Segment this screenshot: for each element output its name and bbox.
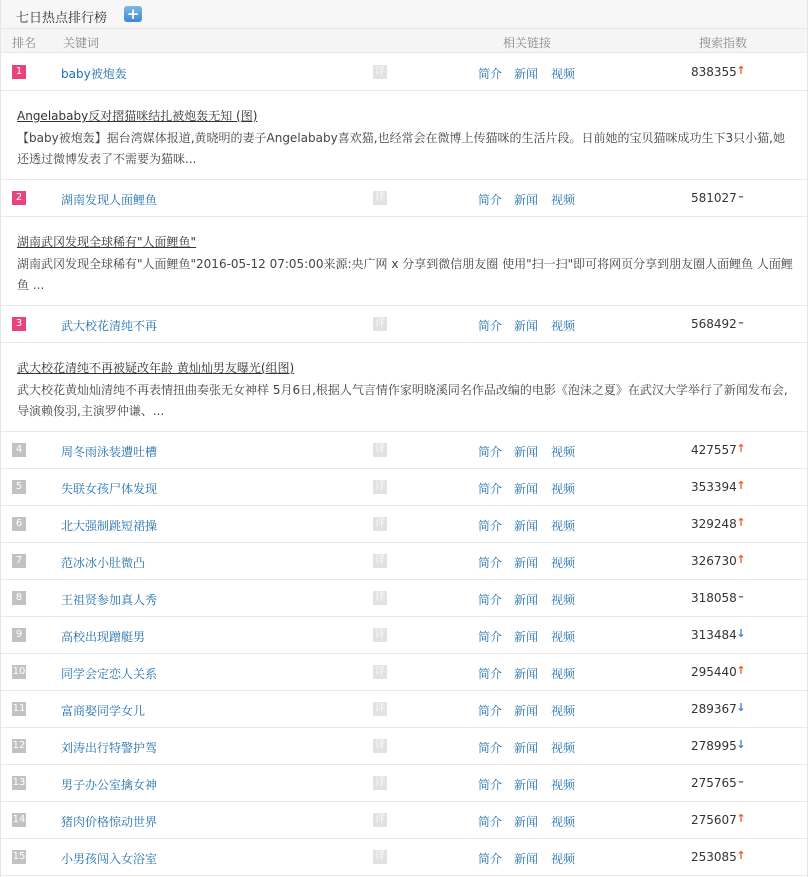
video-link[interactable]: 视频 [551,815,576,829]
search-index-value: 275765 [691,776,737,790]
intro-link[interactable]: 简介 [478,815,503,829]
search-index-value: 838355 [691,65,737,79]
table-row [1,839,807,876]
detail-icon[interactable]: 详 [375,518,385,529]
search-index-value: 326730 [691,554,737,568]
table-row [1,54,807,91]
trend-down-icon: ↓ [736,738,746,751]
rank-badge: 9 [12,628,26,642]
intro-link[interactable]: 简介 [478,852,503,866]
table-row [1,469,807,506]
rank-badge: 6 [12,517,26,531]
keyword-link[interactable]: 王祖贤参加真人秀 [61,593,158,607]
trend-flat-icon: – [738,590,744,603]
keyword-link[interactable]: 同学会定恋人关系 [61,667,158,681]
keyword-link[interactable]: 刘涛出行特警护驾 [61,741,158,755]
intro-link[interactable]: 简介 [478,556,503,570]
table-row [1,691,807,728]
column-links: 相关链接 [503,36,552,50]
news-link[interactable]: 新闻 [514,445,539,459]
video-link[interactable]: 视频 [551,704,576,718]
table-row [1,580,807,617]
detail-icon[interactable]: 详 [375,629,385,640]
rank-badge: 1 [12,65,26,79]
news-title-link[interactable]: 湖南武冈发现全球稀有"人面鲤鱼" [17,235,197,249]
news-summary: 【baby被炮轰】据台湾媒体报道,黄晓明的妻子Angelababy喜欢猫,也经常会在微博上传猫咪的生活片段。日前她的宝贝猫咪成功生下3只小猫,她还透过微博发表了不需要为猫咪... [17,131,785,166]
search-index-value: 318058 [691,591,737,605]
intro-link[interactable]: 简介 [478,519,503,533]
video-link[interactable]: 视频 [551,445,576,459]
keyword-link[interactable]: 高校出现蹭艇男 [61,630,146,644]
trend-up-icon: ↑ [736,442,746,455]
intro-link[interactable]: 简介 [478,67,503,81]
table-header [1,28,807,53]
news-link[interactable]: 新闻 [514,667,539,681]
detail-icon[interactable]: 详 [375,814,385,825]
table-row [1,765,807,802]
trend-flat-icon: – [738,316,744,329]
rank-badge: 10 [12,666,26,677]
keyword-link[interactable]: 男子办公室擒女神 [61,778,158,792]
video-link[interactable]: 视频 [551,667,576,681]
trend-up-icon: ↑ [736,849,746,862]
rank-badge: 14 [12,814,26,825]
detail-icon[interactable]: 详 [375,777,385,788]
intro-link[interactable]: 简介 [478,667,503,681]
video-link[interactable]: 视频 [551,778,576,792]
news-link[interactable]: 新闻 [514,741,539,755]
news-title-link[interactable]: 武大校花清纯不再被疑改年龄 黄灿灿男友曝光(组图) [17,361,295,375]
trend-up-icon: ↑ [736,479,746,492]
keyword-link[interactable]: 周冬雨泳装遭吐槽 [61,445,158,459]
detail-icon[interactable]: 详 [375,851,385,862]
trend-down-icon: ↓ [736,627,746,640]
search-index-value: 275607 [691,813,737,827]
video-link[interactable]: 视频 [551,556,576,570]
video-link[interactable]: 视频 [551,519,576,533]
search-index-value: 329248 [691,517,737,531]
intro-link[interactable]: 简介 [478,704,503,718]
rank-badge: 3 [12,317,26,331]
detail-icon[interactable]: 详 [375,666,385,677]
keyword-link[interactable]: 富商娶同学女儿 [61,704,146,718]
search-index-value: 568492 [691,317,737,331]
table-row [1,654,807,691]
intro-link[interactable]: 简介 [478,482,503,496]
keyword-link[interactable]: 湖南发现人面鲤鱼 [61,193,158,207]
keyword-link[interactable]: baby被炮轰 [61,67,127,81]
column-search-index: 搜索指数 [699,36,748,50]
news-link[interactable]: 新闻 [514,519,539,533]
keyword-link[interactable]: 小男孩闯入女浴室 [61,852,158,866]
detail-icon[interactable]: 详 [375,481,385,492]
intro-link[interactable]: 简介 [478,445,503,459]
news-link[interactable]: 新闻 [514,630,539,644]
table-row [1,306,807,343]
video-link[interactable]: 视频 [551,852,576,866]
trend-up-icon: ↑ [736,516,746,529]
panel-header [1,0,807,28]
detail-icon[interactable]: 详 [375,703,385,714]
keyword-link[interactable]: 范冰冰小肚微凸 [61,556,146,570]
rank-badge: 4 [12,443,26,457]
news-link[interactable]: 新闻 [514,704,539,718]
table-row [1,180,807,217]
news-snippet [1,217,807,306]
intro-link[interactable]: 简介 [478,193,503,207]
news-title-link[interactable]: Angelababy反对摺猫咪结扎被炮轰无知 (图) [17,109,258,123]
rank-badge: 5 [12,480,26,494]
panel-title: 七日热点排行榜 [16,11,108,26]
search-index-value: 313484 [691,628,737,642]
rank-badge: 2 [12,191,26,205]
trend-flat-icon: – [738,190,744,203]
video-link[interactable]: 视频 [551,593,576,607]
table-row [1,543,807,580]
search-index-value: 289367 [691,702,737,716]
news-snippet [1,343,807,432]
keyword-link[interactable]: 猪肉价格惊动世界 [61,815,158,829]
rank-badge: 15 [12,851,26,862]
video-link[interactable]: 视频 [551,193,576,207]
video-link[interactable]: 视频 [551,741,576,755]
intro-link[interactable]: 简介 [478,741,503,755]
keyword-link[interactable]: 武大校花清纯不再 [61,319,158,333]
video-link[interactable]: 视频 [551,319,576,333]
intro-link[interactable]: 简介 [478,630,503,644]
detail-icon[interactable]: 详 [375,192,385,203]
news-summary: 湖南武冈发现全球稀有"人面鲤鱼"2016-05-12 07:05:00来源:央广网 x 分享到微信朋友圈 使用"扫一扫"即可将网页分享到朋友圈人面鲤鱼 人面鲤鱼 ... [17,257,793,292]
column-keyword: 关键词 [63,36,100,50]
trend-up-icon: ↑ [736,812,746,825]
video-link[interactable]: 视频 [551,67,576,81]
news-link[interactable]: 新闻 [514,556,539,570]
news-snippet [1,91,807,180]
table-row [1,617,807,654]
trend-flat-icon: – [738,775,744,788]
rank-badge: 13 [12,777,26,788]
table-row [1,506,807,543]
news-link[interactable]: 新闻 [514,193,539,207]
table-row [1,728,807,765]
search-index-value: 295440 [691,665,737,679]
rank-badge: 12 [12,740,26,751]
search-index-value: 278995 [691,739,737,753]
rank-badge: 11 [12,703,26,714]
search-index-value: 353394 [691,480,737,494]
video-link[interactable]: 视频 [551,630,576,644]
detail-icon[interactable]: 详 [375,555,385,566]
trend-up-icon: ↑ [736,553,746,566]
news-link[interactable]: 新闻 [514,67,539,81]
keyword-link[interactable]: 北大强制跳短裙操 [61,519,158,533]
news-link[interactable]: 新闻 [514,482,539,496]
table-row [1,802,807,839]
news-link[interactable]: 新闻 [514,593,539,607]
rank-badge: 7 [12,554,26,568]
rank-badge: 8 [12,591,26,605]
news-link[interactable]: 新闻 [514,319,539,333]
search-index-value: 581027 [691,191,737,205]
detail-icon[interactable]: 详 [375,318,385,329]
search-index-value: 427557 [691,443,737,457]
trend-up-icon: ↑ [736,64,746,77]
trend-up-icon: ↑ [736,664,746,677]
news-summary: 武大校花黄灿灿清纯不再表情扭曲奏张无女神样 5月6日,根据人气言情作家明晓溪同名作品改编的电影《泡沫之夏》在武汉大学举行了新闻发布会,导演赖俊羽,主演罗仲谦、... [17,383,788,418]
detail-icon[interactable]: 详 [375,444,385,455]
plus-icon[interactable]: + [124,6,142,22]
search-index-value: 253085 [691,850,737,864]
detail-icon[interactable]: 详 [375,740,385,751]
column-rank: 排名 [12,36,37,50]
news-link[interactable]: 新闻 [514,778,539,792]
intro-link[interactable]: 简介 [478,778,503,792]
detail-icon[interactable]: 详 [375,592,385,603]
news-link[interactable]: 新闻 [514,815,539,829]
table-row [1,432,807,469]
intro-link[interactable]: 简介 [478,593,503,607]
keyword-link[interactable]: 失联女孩尸体发现 [61,482,158,496]
video-link[interactable]: 视频 [551,482,576,496]
news-link[interactable]: 新闻 [514,852,539,866]
trend-down-icon: ↓ [736,701,746,714]
intro-link[interactable]: 简介 [478,319,503,333]
detail-icon[interactable]: 详 [375,66,385,77]
